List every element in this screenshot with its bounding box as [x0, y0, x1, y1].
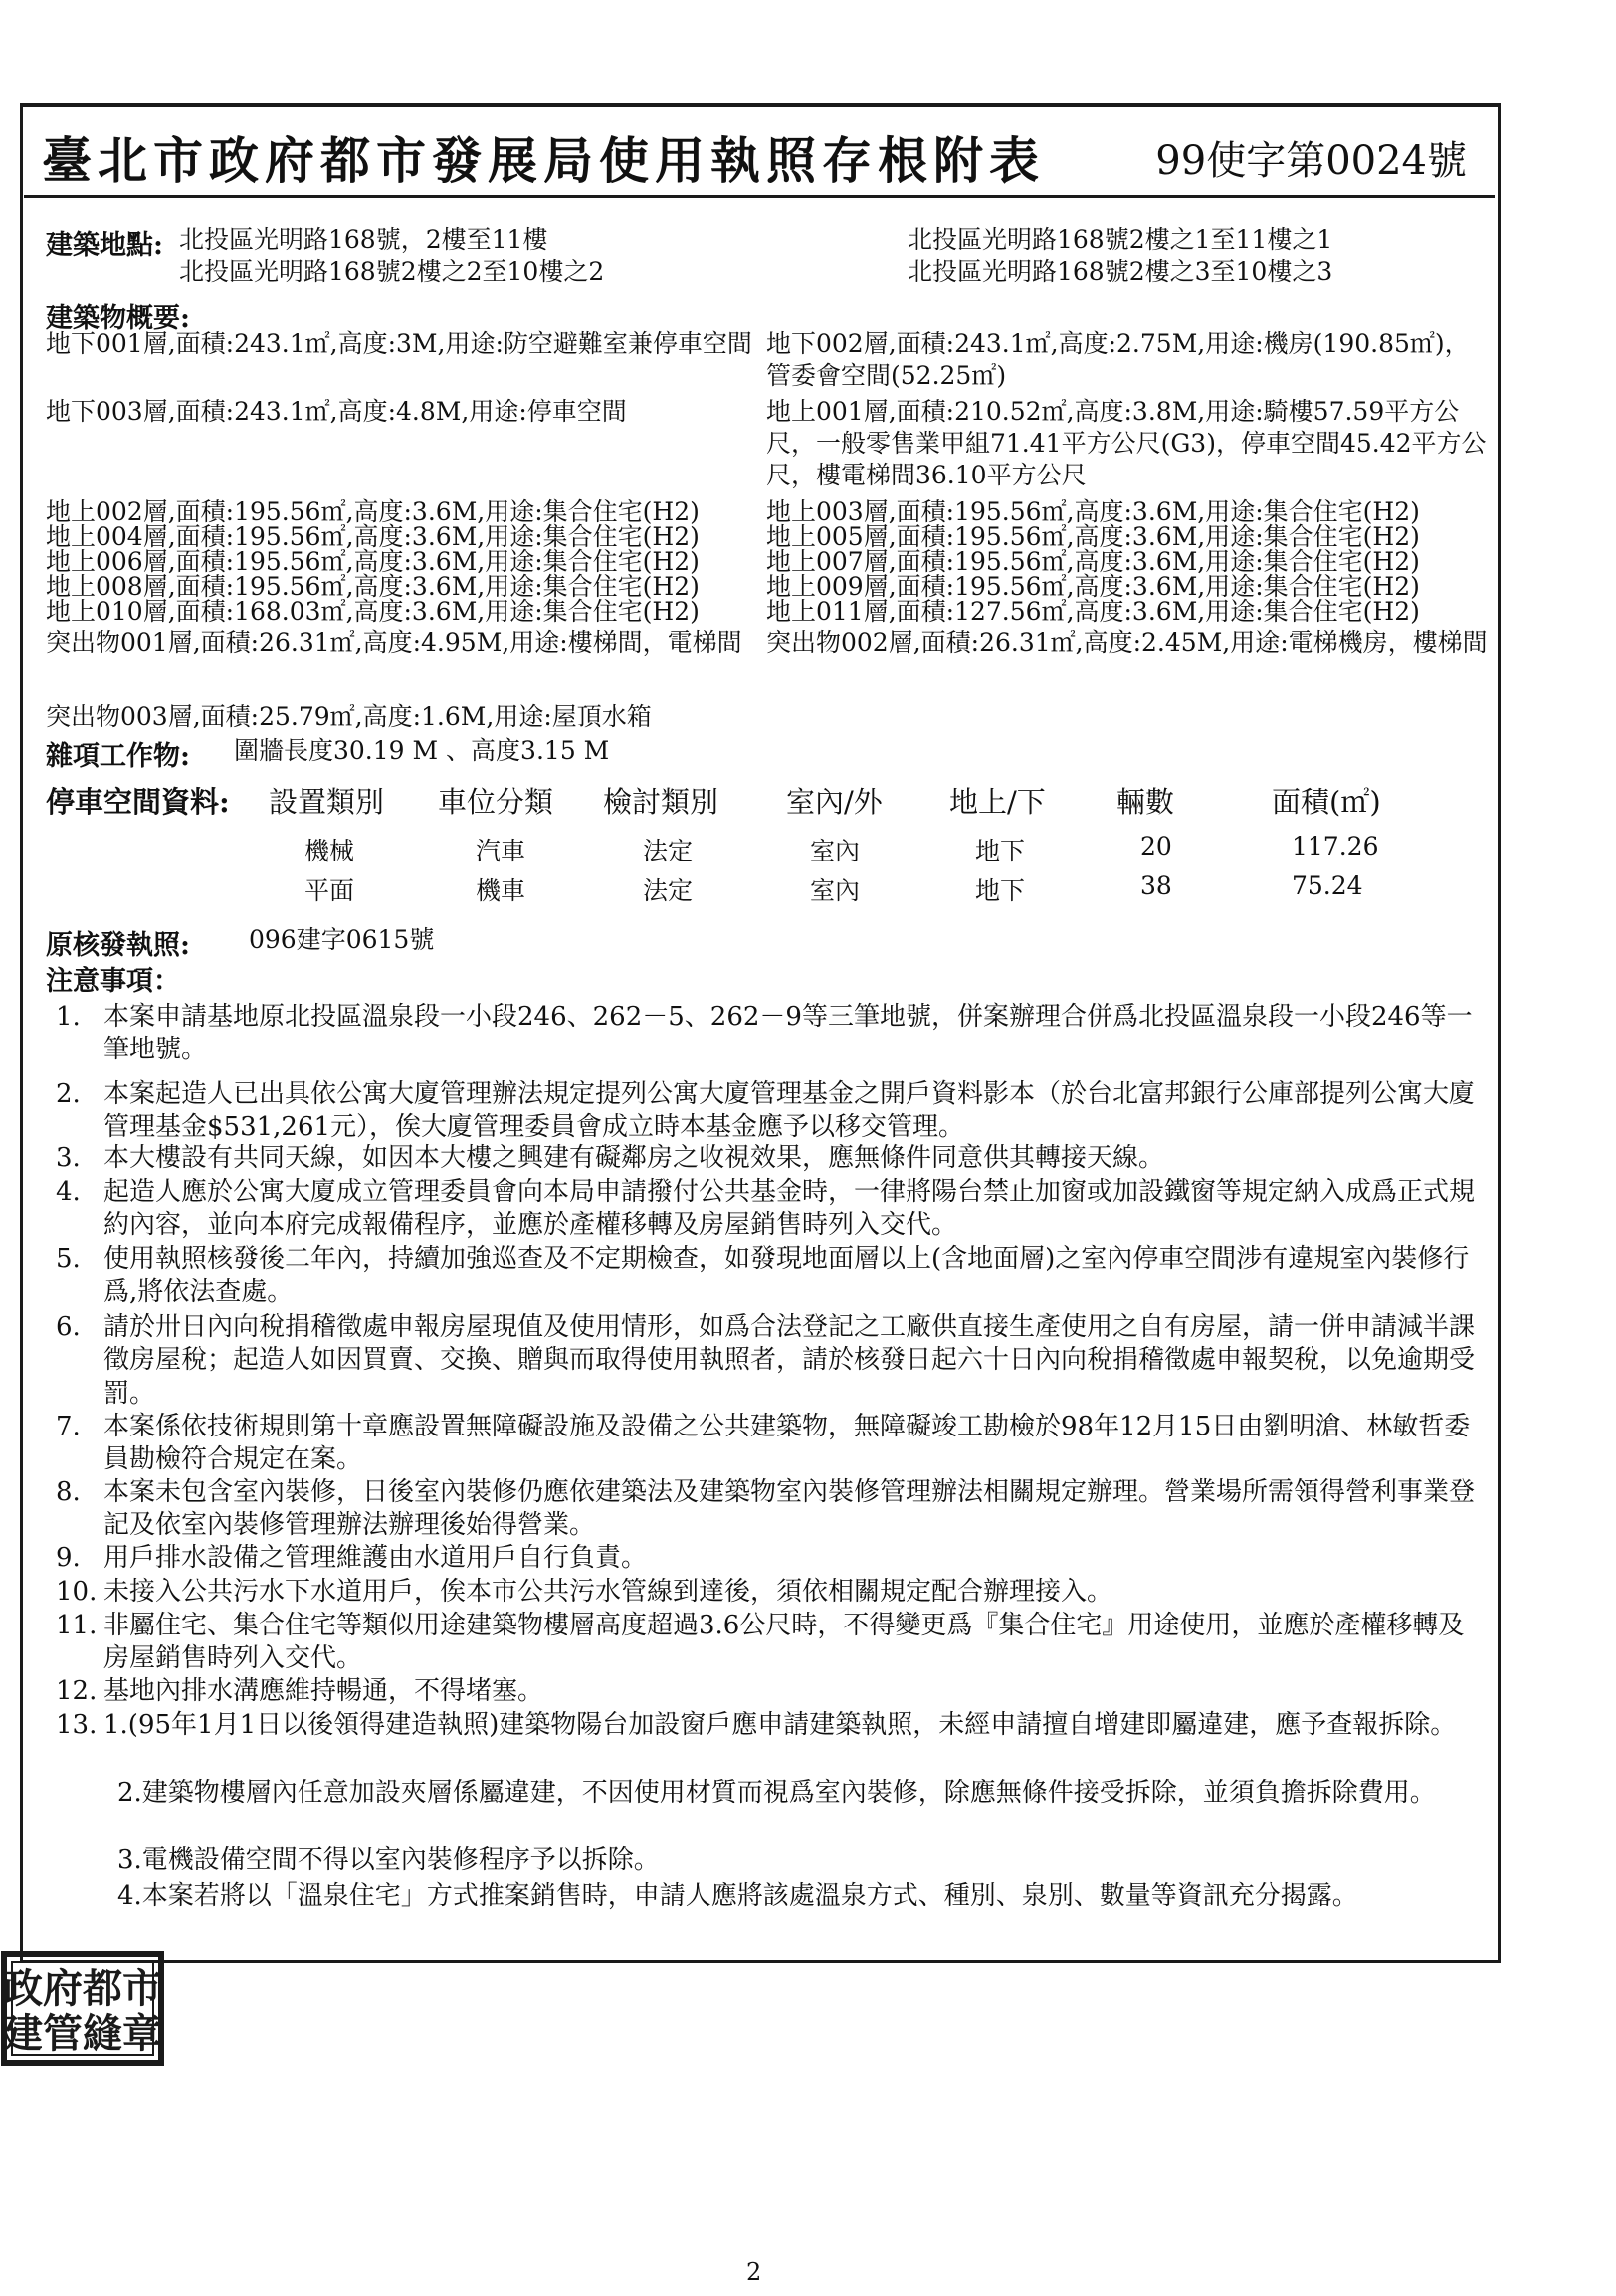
- floor-b1: 地下001層,面積:243.1㎡,高度:3M,用途:防空避難室兼停車空間: [46, 329, 752, 358]
- original-permit-value: 096建字0615號: [249, 925, 435, 954]
- site-line-4: 北投區光明路168號2樓之3至10樓之3: [908, 257, 1333, 286]
- parking-label: 停車空間資料:: [46, 785, 230, 819]
- permit-number: 99使字第0024號: [1155, 138, 1467, 184]
- parking-cell: 法定: [643, 837, 694, 865]
- parking-header: 地上/下: [949, 785, 1046, 819]
- note-item: 4. 起造人應於公寓大廈成立管理委員會向本局申請撥付公共基金時，一律將陽台禁止加窗或加設鐵窗等規定納入成爲正式規約內容，並向本府完成報備程序，並應於產權移轉及房屋銷售時列入交代。: [56, 1177, 1476, 1241]
- parking-header: 室內/外: [786, 785, 883, 819]
- floor-f5: 地上005層,面積:195.56㎡,高度:3.6M,用途:集合住宅(H2): [766, 522, 1420, 551]
- svg-text:政府都市: 政府都市: [3, 1965, 162, 2011]
- parking-header: 面積(㎡): [1272, 785, 1381, 819]
- note-item: 11. 非屬住宅、集合住宅等類似用途建築物樓層高度超過3.6公尺時，不得變更爲『集合住宅』用途使用，並應於產權移轉及房屋銷售時列入交代。: [56, 1611, 1465, 1674]
- parking-cell: 地下: [975, 876, 1026, 905]
- note-sub-item: 4.本案若將以「溫泉住宅」方式推案銷售時，申請人應將該處溫泉方式、種別、泉別、數量等資訊充分揭露。: [117, 1881, 1358, 1911]
- floor-b2: 地下002層,面積:243.1㎡,高度:2.75M,用途:機房(190.85㎡)，管委會空間(52.25㎡): [766, 329, 1470, 390]
- floor-f11: 地上011層,面積:127.56㎡,高度:3.6M,用途:集合住宅(H2): [766, 597, 1420, 626]
- floor-f2: 地上002層,面積:195.56㎡,高度:3.6M,用途:集合住宅(H2): [46, 497, 700, 526]
- floor-b3: 地下003層,面積:243.1㎡,高度:4.8M,用途:停車空間: [46, 397, 627, 426]
- note-item: 5. 使用執照核發後二年內，持續加強巡查及不定期檢查，如發現地面層以上(含地面層)之室內停車空間涉有違規室內裝修行爲,將依法查處。: [56, 1244, 1470, 1308]
- floor-r3: 突出物003層,面積:25.79㎡,高度:1.6M,用途:屋頂水箱: [46, 702, 652, 731]
- note-item: 12. 基地內排水溝應維持暢通，不得堵塞。: [56, 1676, 544, 1706]
- parking-cell: 法定: [643, 876, 694, 905]
- note-item: 2. 本案起造人已出具依公寓大廈管理辦法規定提列公寓大廈管理基金之開戶資料影本（於台北富邦銀行公庫部提列公寓大廈管理基金$531,261元），俟大廈管理委員會成立時本基金應予以移交管理。: [56, 1079, 1476, 1143]
- original-permit-label: 原核發執照:: [46, 930, 190, 961]
- parking-cell: 機車: [476, 876, 526, 905]
- parking-cell: 室內: [810, 876, 861, 905]
- page-number: 2: [746, 2258, 762, 2286]
- parking-cell: 地下: [975, 837, 1026, 865]
- notes-label: 注意事項：: [46, 966, 180, 997]
- seal-stamp: [0, 1950, 165, 2067]
- note-item: 3. 本大樓設有共同天線，如因本大樓之興建有礙鄰房之收視效果，應無條件同意供其轉接天線。: [56, 1143, 1165, 1173]
- misc-label: 雜項工作物:: [46, 741, 190, 772]
- parking-cell: 20: [1140, 832, 1172, 861]
- parking-cell: 汽車: [476, 837, 526, 865]
- svg-text:建管縫章: 建管縫章: [3, 2010, 162, 2057]
- parking-cell: 室內: [810, 837, 861, 865]
- floor-f3: 地上003層,面積:195.56㎡,高度:3.6M,用途:集合住宅(H2): [766, 497, 1420, 526]
- site-label: 建築地點:: [46, 230, 163, 261]
- note-sub-item: 3.電機設備空間不得以室內裝修程序予以拆除。: [117, 1845, 660, 1875]
- floor-f9: 地上009層,面積:195.56㎡,高度:3.6M,用途:集合住宅(H2): [766, 572, 1420, 601]
- floor-f10: 地上010層,面積:168.03㎡,高度:3.6M,用途:集合住宅(H2): [46, 597, 700, 626]
- note-item: 6. 請於卅日內向稅捐稽徵處申報房屋現值及使用情形，如爲合法登記之工廠供直接生產使用之自有房屋，請一併申請減半課徵房屋稅；起造人如因買賣、交換、贈與而取得使用執照者，請於核發日起六十日內向稅捐稽徵處申報契稅，以免逾期受罰。: [56, 1312, 1476, 1409]
- note-item: 7. 本案係依技術規則第十章應設置無障礙設施及設備之公共建築物，無障礙竣工勘檢於98年12月15日由劉明滄、林敏哲委員勘檢符合規定在案。: [56, 1412, 1471, 1475]
- parking-cell: 117.26: [1292, 832, 1379, 861]
- document-title: 臺北市政府都市發展局使用執照存根附表: [42, 131, 1045, 190]
- parking-cell: 機械: [304, 837, 355, 865]
- note-sub-item: 2.建築物樓層內任意加設夾層係屬違建，不因使用材質而視爲室內裝修，除應無條件接受拆除，並須負擔拆除費用。: [117, 1778, 1436, 1808]
- note-item: 9. 用戶排水設備之管理維護由水道用戶自行負責。: [56, 1543, 648, 1573]
- parking-header: 設置類別: [269, 785, 385, 819]
- parking-header: 檢討類別: [603, 785, 719, 819]
- floor-r2: 突出物002層,面積:26.31㎡,高度:2.45M,用途:電梯機房，樓梯間: [766, 628, 1488, 657]
- parking-cell: 38: [1140, 871, 1172, 900]
- site-line-2: 北投區光明路168號2樓之2至10樓之2: [179, 257, 605, 286]
- site-line-1: 北投區光明路168號，2樓至11樓: [179, 225, 548, 254]
- parking-cell: 平面: [304, 876, 355, 905]
- parking-cell: 75.24: [1292, 871, 1363, 900]
- title-bar: [24, 111, 1495, 198]
- note-item: 1. 本案申請基地原北投區溫泉段一小段246、262－5、262－9等三筆地號，併案辦理合併爲北投區溫泉段一小段246等一筆地號。: [56, 1002, 1473, 1065]
- note-item: 13. 1.(95年1月1日以後領得建造執照)建築物陽台加設窗戶應申請建築執照，未經申請擅自增建即屬違建，應予查報拆除。: [56, 1710, 1457, 1740]
- misc-value: 圍牆長度30.19 M 、高度3.15 M: [234, 736, 610, 765]
- note-item: 8. 本案未包含室內裝修，日後室內裝修仍應依建築法及建築物室內裝修管理辦法相關規定辦理。營業場所需領得營利事業登記及依室內裝修管理辦法辦理後始得營業。: [56, 1477, 1476, 1541]
- floor-f7: 地上007層,面積:195.56㎡,高度:3.6M,用途:集合住宅(H2): [766, 547, 1420, 576]
- floor-f4: 地上004層,面積:195.56㎡,高度:3.6M,用途:集合住宅(H2): [46, 522, 700, 551]
- floor-r1: 突出物001層,面積:26.31㎡,高度:4.95M,用途:樓梯間，電梯間: [46, 628, 742, 657]
- floor-f1: 地上001層,面積:210.52㎡,高度:3.8M,用途:騎樓57.59平方公尺，一般零售業甲組71.41平方公尺(G3)，停車空間45.42平方公尺，樓電梯間36.10平方公尺: [766, 397, 1487, 489]
- site-line-3: 北投區光明路168號2樓之1至11樓之1: [908, 225, 1333, 254]
- floor-f6: 地上006層,面積:195.56㎡,高度:3.6M,用途:集合住宅(H2): [46, 547, 700, 576]
- note-item: 10. 未接入公共污水下水道用戶，俟本市公共污水管線到達後，須依相關規定配合辦理接入。: [56, 1577, 1113, 1607]
- parking-header: 輛數: [1116, 785, 1175, 819]
- parking-header: 車位分類: [438, 785, 554, 819]
- overview-label: 建築物概要:: [46, 303, 190, 334]
- floor-f8: 地上008層,面積:195.56㎡,高度:3.6M,用途:集合住宅(H2): [46, 572, 700, 601]
